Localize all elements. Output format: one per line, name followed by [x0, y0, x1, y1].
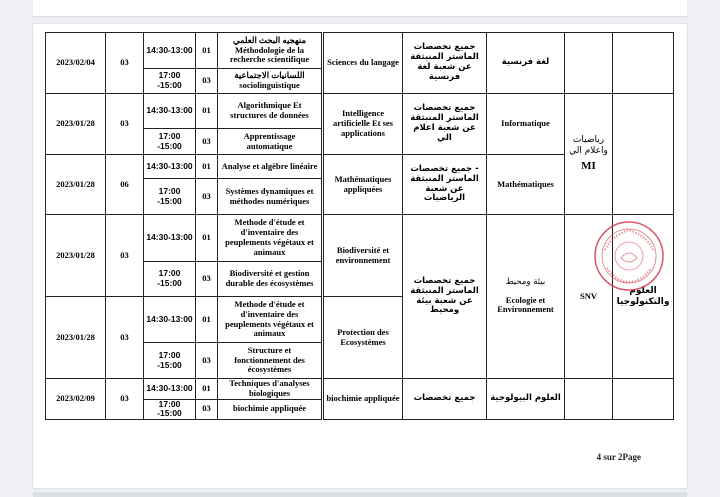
session-number: 03 — [196, 399, 218, 420]
exam-time: 14:30-13:00 — [144, 215, 196, 262]
session-number: 03 — [196, 262, 218, 297]
module-name: Mathématiques appliquées — [323, 155, 403, 215]
exam-time: 14:30-13:00 — [144, 155, 196, 179]
subject-name: Methode d'étude et d'inventaire des peuplements végétaux et animaux — [218, 297, 323, 343]
subject-name: Structure et fonctionnement des écosystèmes — [218, 343, 323, 379]
module-name: Biodiversité et environnement — [323, 215, 403, 297]
session-number: 01 — [196, 33, 218, 69]
domain-code-label: MI — [581, 160, 596, 173]
module-name: Protection des Ecosystèmes — [323, 297, 403, 379]
exam-date: 2023/01/28 — [46, 297, 106, 379]
target-specialties: جميع تخصصات الماستر المنبثقة عن شعبة بيئة ومحيط — [403, 215, 487, 379]
exam-date: 2023/01/28 — [46, 215, 106, 297]
table-row — [46, 379, 674, 400]
previous-page-edge — [33, 0, 687, 17]
subject-name: Biodiversité et gestion durable des écosystèmes — [218, 262, 323, 297]
exam-time: 17:00 -15:00 — [144, 343, 196, 379]
target-specialties: جميع تخصصات الماستر المنبثقة عن شعبة اعلام الي — [403, 94, 487, 155]
next-page-edge — [33, 492, 687, 497]
branch-name: لغة فرنسية — [487, 33, 565, 94]
exam-time: 17:00 -15:00 — [144, 179, 196, 215]
exam-date: 2023/02/04 — [46, 33, 106, 94]
target-specialties: - جميع تخصصات الماستر المنبثقة عن شعبة الرياضيات — [403, 155, 487, 215]
branch-name — [487, 215, 565, 379]
exam-time: 17:00 -15:00 — [144, 262, 196, 297]
branch-name: Mathématiques — [487, 155, 565, 215]
exam-time: 14:30-13:00 — [144, 33, 196, 69]
domain-name-cell — [613, 94, 674, 215]
session-number: 01 — [196, 215, 218, 262]
exam-schedule-table — [45, 32, 674, 420]
target-specialties: جميع تخصصات الماستر المنبثقة عن شعبة لغة فرنسية — [403, 33, 487, 94]
domain-code-cell — [565, 33, 613, 94]
subject-name: Apprentissage automatique — [218, 129, 323, 155]
domain-name-cell — [613, 379, 674, 420]
session-number: 01 — [196, 94, 218, 129]
table-row — [46, 215, 674, 262]
subject-name: biochimie appliquée — [218, 399, 323, 420]
subject-name: Techniques d'analyses biologiques — [218, 379, 323, 400]
session-number: 03 — [196, 129, 218, 155]
session-number: 01 — [196, 155, 218, 179]
subject-name: منهجيه البحث العلمي Méthodologie de la recherche scientifique — [218, 33, 323, 69]
domain-code — [565, 94, 613, 215]
module-name: biochimie appliquée — [323, 379, 403, 420]
page-number: 4 sur 2Page — [596, 452, 641, 462]
branch-name-arabic: بيئة ومحيط — [505, 276, 546, 287]
session-count: 03 — [106, 215, 144, 297]
exam-date: 2023/01/28 — [46, 155, 106, 215]
session-number: 01 — [196, 297, 218, 343]
subject-name: Analyse et algèbre linéaire — [218, 155, 323, 179]
session-count: 03 — [106, 33, 144, 94]
session-number: 03 — [196, 179, 218, 215]
subject-name: Methode d'étude et d'inventaire des peuplements végétaux et animaux — [218, 215, 323, 262]
branch-name-french: Ecologie et Environnement — [497, 294, 554, 315]
session-number: 03 — [196, 69, 218, 94]
exam-time: 14:30-13:00 — [144, 379, 196, 400]
module-name: Sciences du langage — [323, 33, 403, 94]
domain-name: العلوم والتكنولوجيا — [613, 215, 674, 379]
session-count: 06 — [106, 155, 144, 215]
exam-time: 14:30-13:00 — [144, 297, 196, 343]
subject-name: Systèmes dynamiques et méthodes numériques — [218, 179, 323, 215]
session-count: 03 — [106, 94, 144, 155]
domain-code-cell — [565, 379, 613, 420]
exam-time: 17:00 -15:00 — [144, 129, 196, 155]
domain-name-cell — [613, 33, 674, 94]
subject-name: اللسانيات الاجتماعية sociolinguistique — [218, 69, 323, 94]
session-count: 03 — [106, 297, 144, 379]
exam-date: 2023/01/28 — [46, 94, 106, 155]
exam-date: 2023/02/09 — [46, 379, 106, 420]
exam-time: 14:30-13:00 — [144, 94, 196, 129]
document-page — [33, 24, 687, 488]
exam-time: 17:00 -15:00 — [144, 69, 196, 94]
domain-name-arabic: رياضيات واعلام الي — [569, 135, 608, 156]
domain-code: SNV — [565, 215, 613, 379]
exam-time: 17:00 -15:00 — [144, 399, 196, 420]
table-row — [46, 33, 674, 69]
subject-name: Algorithmique Et structures de données — [218, 94, 323, 129]
session-count: 03 — [106, 379, 144, 420]
module-name: Intelligence artificielle Et ses applications — [323, 94, 403, 155]
session-number: 01 — [196, 379, 218, 400]
table-row — [46, 94, 674, 129]
branch-name: العلوم البيولوجية — [487, 379, 565, 420]
branch-name: Informatique — [487, 94, 565, 155]
session-number: 03 — [196, 343, 218, 379]
target-specialties: جميع تخصصات — [403, 379, 487, 420]
